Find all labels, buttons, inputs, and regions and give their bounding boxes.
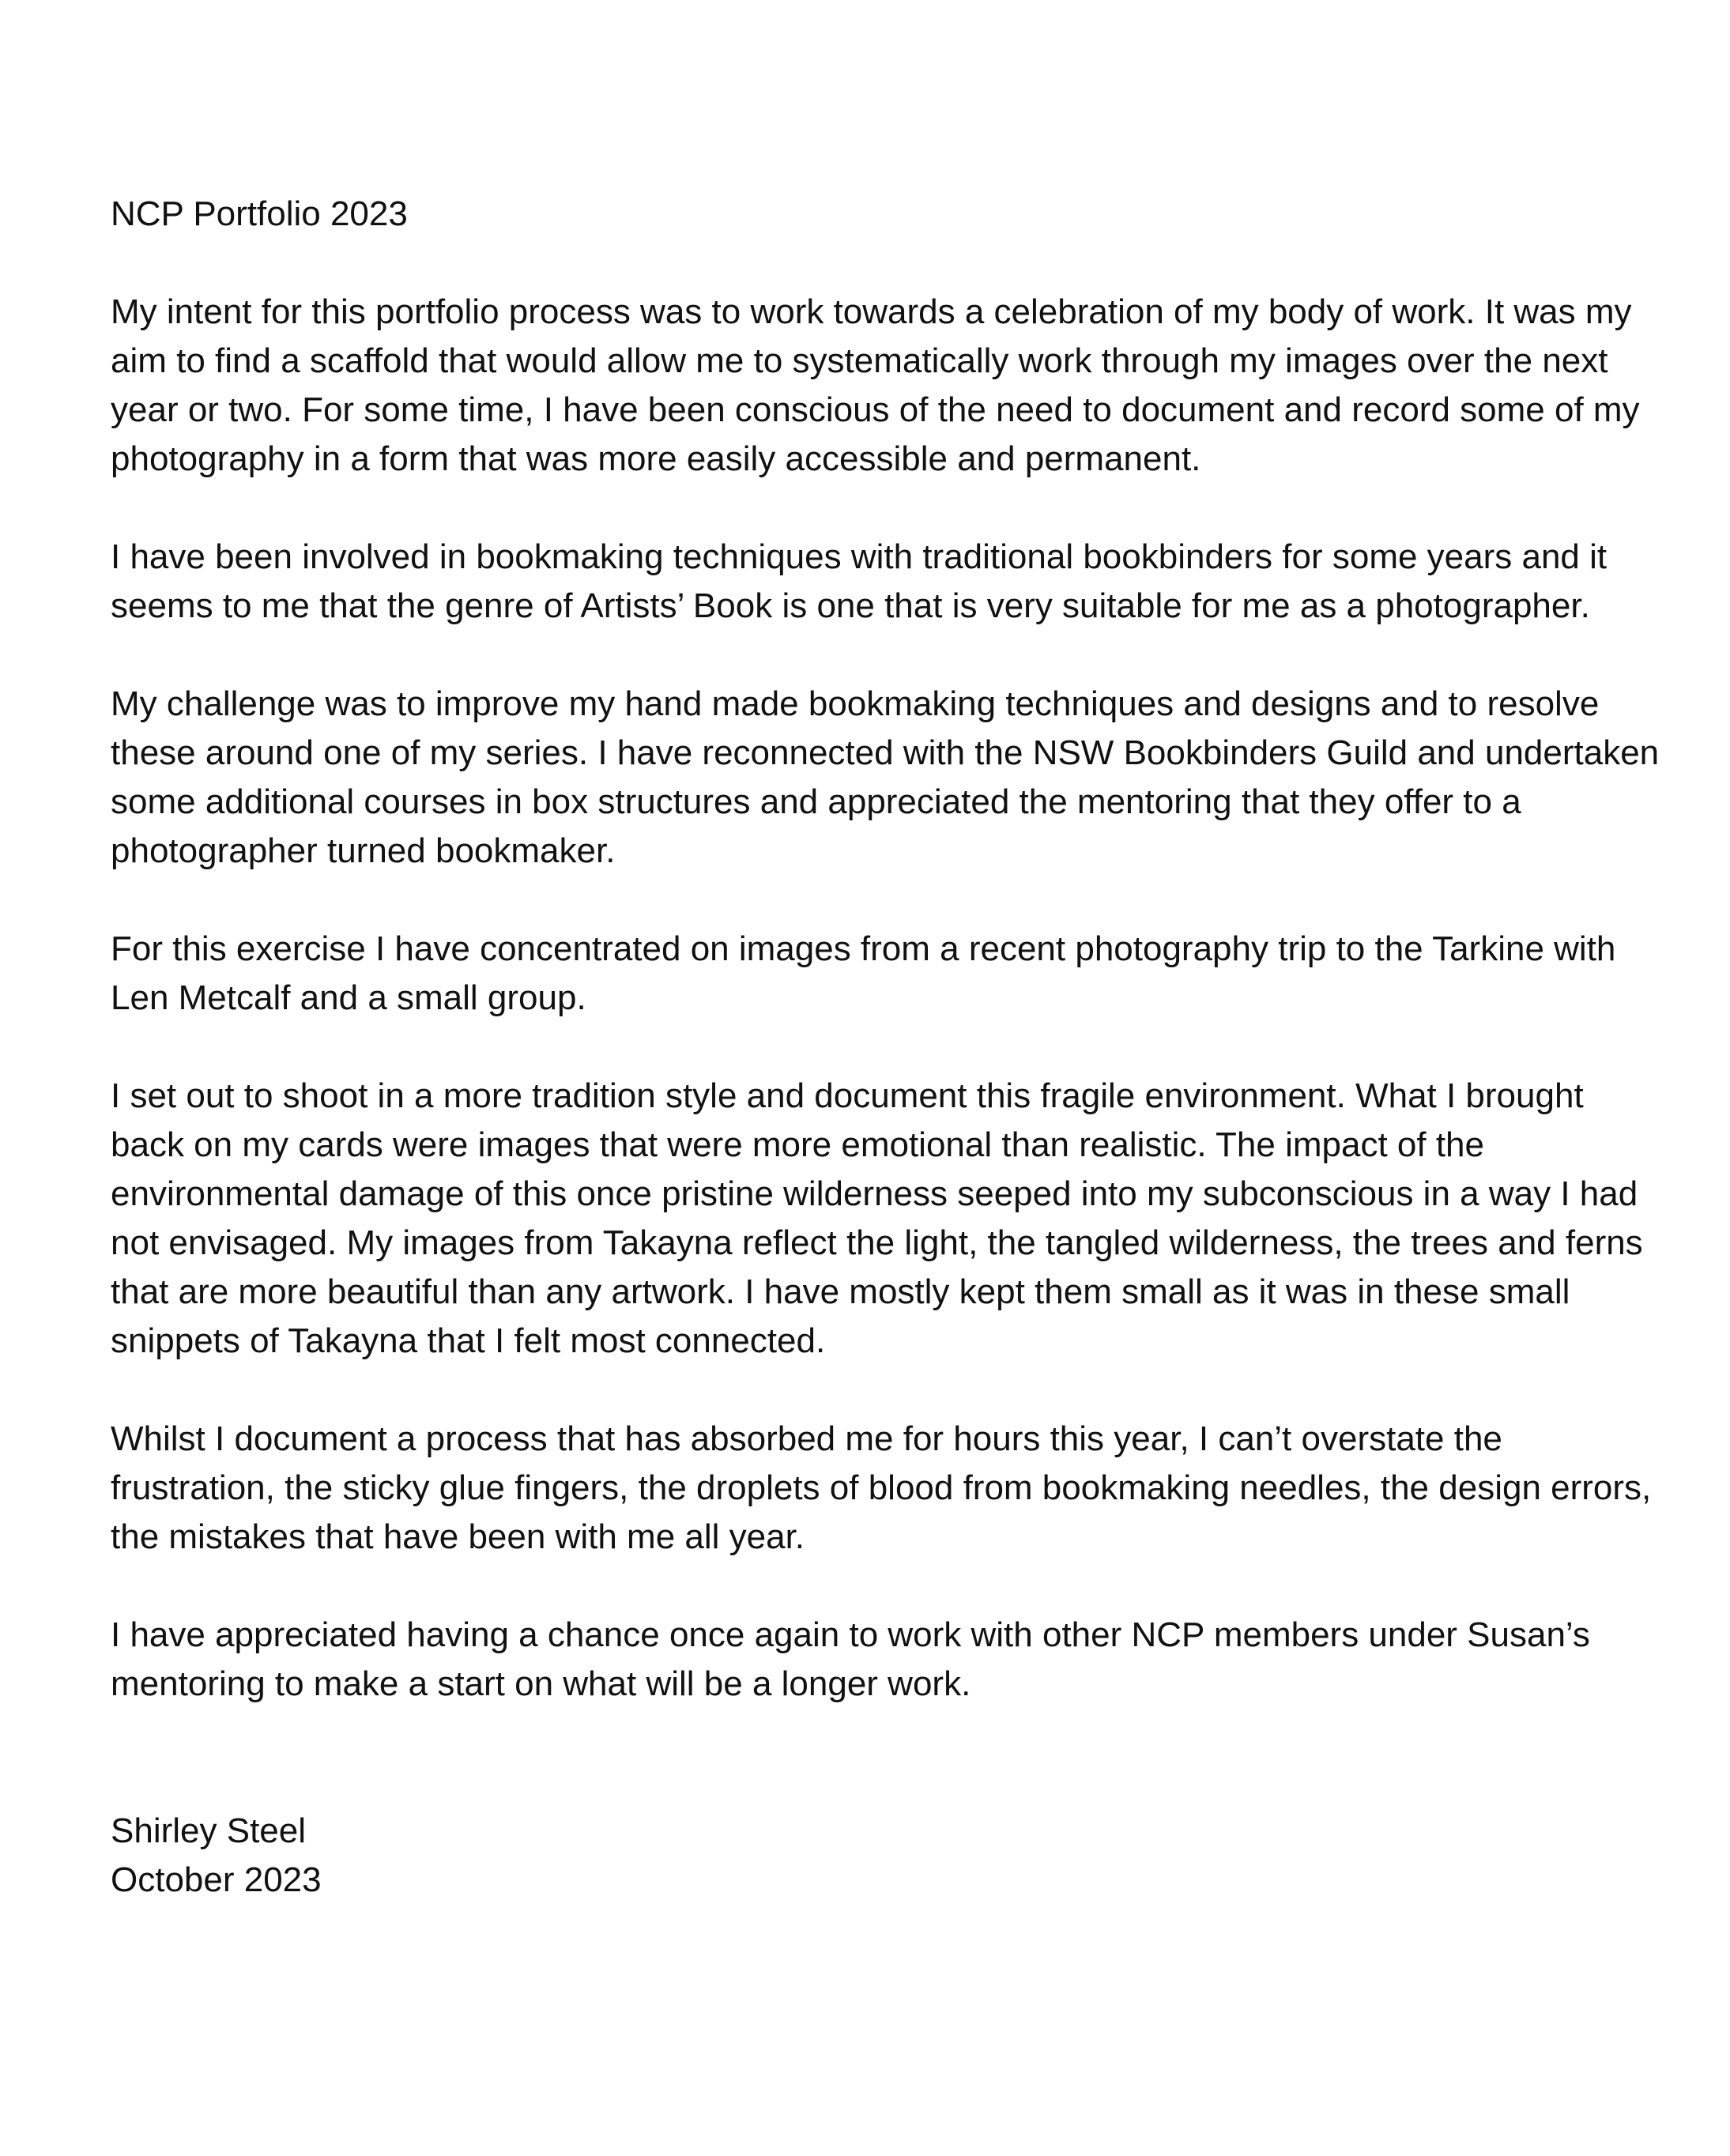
paragraph-exercise: For this exercise I have concentrated on images from a recent photography trip to the Tarkine with Len Metcalf and a small group. — [111, 929, 1616, 1017]
paragraph-intent: My intent for this portfolio process was to work towards a celebration of my body of work. It was my aim to find a scaffold that would allow me to systematically work through my images over the next year or two. For some time, I have been conscious of the need to document and record some of my photography in a form that was more easily accessible and permanent. — [111, 292, 1640, 478]
signature-name: Shirley Steel — [111, 1811, 307, 1850]
paragraph-challenge: My challenge was to improve my hand made bookmaking techniques and designs and to resolve these around one of my series. I have reconnected with the NSW Bookbinders Guild and undertaken some additional courses in box structures and appreciated the mentoring that they offer to a photographer turned bookmaker. — [111, 684, 1660, 870]
paragraph-bookmaking: I have been involved in bookmaking techniques with traditional bookbinders for some years and it seems to me that the genre of Artists’ Book is one that is very suitable for me as a photographer. — [111, 537, 1608, 625]
signature-block — [111, 1807, 1660, 1905]
signature-date: October 2023 — [111, 1860, 322, 1899]
paragraph-environment: I set out to shoot in a more tradition style and document this fragile environment. What I brought back on my cards were images that were more emotional than realistic. The impact of the environmental damage of this once pristine wilderness seeped into my subconscious in a way I had not envisaged. My images from Takayna reflect the light, the tangled wilderness, the trees and ferns that are more beautiful than any artwork. I have mostly kept them small as it was in these small snippets of Takayna that I felt most connected. — [111, 1076, 1643, 1360]
paragraph-appreciation: I have appreciated having a chance once again to work with other NCP members under Susan’s mentoring to make a start on what will be a longer work. — [111, 1615, 1590, 1703]
letter-body — [111, 190, 1660, 1905]
document-title: NCP Portfolio 2023 — [111, 194, 408, 233]
paragraph-process: Whilst I document a process that has absorbed me for hours this year, I can’t overstate the frustration, the sticky glue fingers, the droplets of blood from bookmaking needles, the design errors, the mistakes that have been with me all year. — [111, 1419, 1652, 1556]
